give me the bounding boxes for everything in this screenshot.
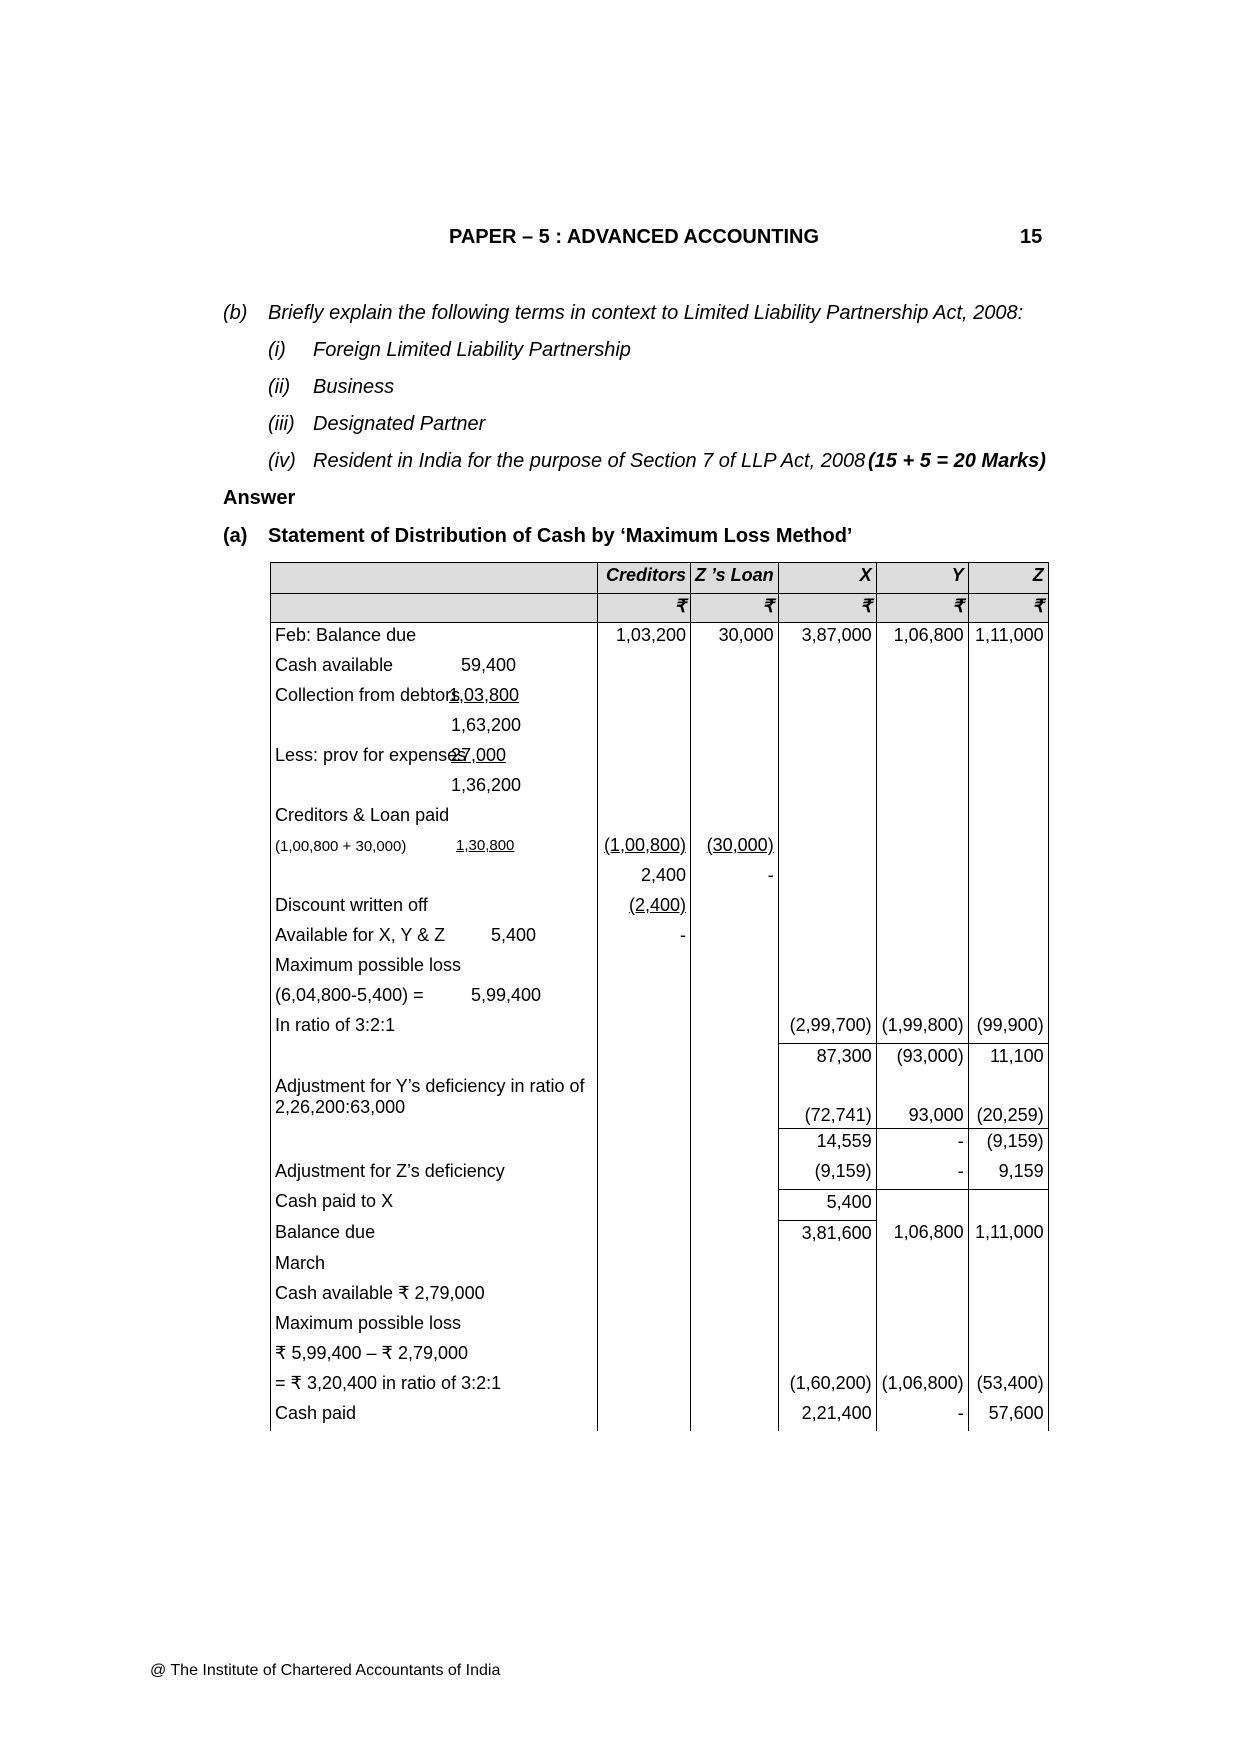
amount-cell: [598, 683, 691, 713]
amount-cell: [876, 1044, 968, 1075]
amount-cell: [598, 1013, 691, 1044]
amount-cell: [968, 863, 1048, 893]
page-number: 15: [1020, 226, 1043, 248]
table-row: [271, 1159, 1049, 1190]
amount-cell: [968, 1044, 1048, 1075]
amount-cell: [968, 803, 1048, 833]
currency-symbol: ₹: [876, 594, 968, 623]
amount-cell: [691, 713, 779, 743]
amount-value: (20,259): [976, 1104, 1044, 1125]
amount-value: (99,900): [976, 1015, 1044, 1035]
header-blank: [271, 563, 598, 594]
amount-cell: [598, 863, 691, 893]
table-row: [271, 1251, 1049, 1281]
amount-value: (2,400): [628, 895, 686, 915]
amount-cell: [598, 1220, 691, 1251]
row-label-cell: [271, 1281, 598, 1311]
table-row: [271, 1044, 1049, 1075]
question-item-text: Designated Partner: [313, 413, 486, 435]
amount-cell: [691, 1311, 779, 1341]
amount-cell: [778, 923, 876, 953]
amount-cell: [778, 623, 876, 654]
question-text: Briefly explain the following terms in context to Limited Liability Partnership Act, 2008:: [268, 302, 1024, 324]
row-label: Feb: Balance due: [275, 625, 417, 645]
amount-cell: [968, 833, 1048, 863]
row-label: ₹ 5,99,400 – ₹ 2,79,000: [275, 1342, 469, 1363]
amount-value: 1,11,000: [974, 625, 1044, 645]
amount-cell: [876, 1128, 968, 1159]
table-row: [271, 1013, 1049, 1044]
amount-cell: [598, 773, 691, 803]
amount-value: -: [957, 1130, 964, 1151]
table-row: [271, 953, 1049, 983]
table-row: [271, 923, 1049, 953]
table-row: [271, 623, 1049, 654]
amount-cell: [778, 983, 876, 1013]
row-label-cell: [271, 623, 598, 654]
amount-cell: [691, 1074, 779, 1128]
amount-cell: [778, 1341, 876, 1371]
table-header-row: [271, 563, 1049, 594]
amount-value: 30,000: [718, 625, 774, 645]
amount-cell: [778, 863, 876, 893]
row-label: Cash paid: [275, 1402, 357, 1423]
amount-cell: [778, 1189, 876, 1220]
currency-symbol: ₹: [968, 594, 1048, 623]
table-row: [271, 683, 1049, 713]
amount-cell: [968, 1281, 1048, 1311]
amount-cell: [691, 1128, 779, 1159]
row-label-cell: [271, 1189, 598, 1220]
row-label-cell: [271, 1074, 598, 1128]
question-item-num: (iii): [268, 413, 295, 435]
row-label-cell: [271, 1341, 598, 1371]
table-row: [271, 1401, 1049, 1431]
table-row: [271, 1220, 1049, 1251]
amount-cell: [968, 1128, 1048, 1159]
amount-value: 3,81,600: [801, 1222, 872, 1243]
amount-cell: [876, 923, 968, 953]
row-label-cell: [271, 923, 598, 953]
amount-value: 87,300: [816, 1046, 872, 1066]
amount-value: 1,03,200: [615, 625, 686, 645]
amount-cell: [876, 893, 968, 923]
row-label: Maximum possible loss: [275, 1312, 462, 1333]
amount-cell: [691, 923, 779, 953]
table-row: [271, 743, 1049, 773]
amount-cell: [778, 833, 876, 863]
row-label: Collection from debtors: [275, 685, 461, 705]
amount-value: (9,159): [986, 1130, 1044, 1151]
amount-cell: [691, 1281, 779, 1311]
table-row: [271, 1189, 1049, 1220]
amount-cell: [968, 653, 1048, 683]
row-label-cell: [271, 1013, 598, 1044]
question-item-num: (ii): [268, 376, 291, 398]
row-label-cell: [271, 1371, 598, 1401]
row-label: Cash available: [275, 655, 394, 675]
amount-cell: [598, 1044, 691, 1075]
amount-cell: [691, 1341, 779, 1371]
amount-cell: [778, 743, 876, 773]
amount-value: 93,000: [908, 1104, 964, 1125]
row-label: In ratio of 3:2:1: [275, 1015, 396, 1035]
amount-value: (53,400): [976, 1372, 1044, 1393]
amount-cell: [598, 623, 691, 654]
amount-value: (1,00,800): [603, 835, 686, 855]
amount-cell: [876, 1251, 968, 1281]
amount-cell: [598, 743, 691, 773]
row-label: Discount written off: [275, 895, 428, 915]
amount-value: (1,06,800): [881, 1372, 964, 1393]
amount-cell: [778, 803, 876, 833]
row-label-cell: [271, 953, 598, 983]
amount-cell: [598, 1341, 691, 1371]
question-label: (b): [223, 302, 248, 324]
row-label-cell: [271, 653, 598, 683]
amount-cell: [598, 1074, 691, 1128]
currency-row: [271, 594, 1049, 623]
row-label-cell: [271, 1251, 598, 1281]
row-label: (6,04,800-5,400) =: [275, 985, 424, 1005]
amount-cell: [876, 773, 968, 803]
row-label: Cash paid to X: [275, 1191, 394, 1211]
amount-cell: [778, 773, 876, 803]
amount-value: 2,21,400: [801, 1402, 872, 1423]
table-row: [271, 1371, 1049, 1401]
row-label: Adjustment for Y’s deficiency in ratio of: [275, 1076, 585, 1096]
row-label-cell: [271, 1311, 598, 1341]
amount-cell: [876, 683, 968, 713]
amount-cell: [876, 1189, 968, 1220]
row-label-cell: [271, 983, 598, 1013]
table-row: [271, 863, 1049, 893]
amount-cell: [778, 1074, 876, 1128]
amount-value: 2,400: [640, 865, 686, 885]
amount-cell: [968, 983, 1048, 1013]
row-label: Adjustment for Z’s deficiency: [275, 1160, 505, 1181]
answer-heading: Answer: [223, 487, 296, 509]
currency-symbol: ₹: [598, 594, 691, 623]
amount-cell: [598, 953, 691, 983]
header-z: Z: [968, 563, 1048, 594]
amount-cell: [876, 1341, 968, 1371]
row-label-cell: [271, 683, 598, 713]
amount-cell: [691, 1159, 779, 1190]
amount-cell: [598, 923, 691, 953]
amount-value: (72,741): [804, 1104, 872, 1125]
row-label-cell: [271, 1044, 598, 1075]
amount-value: 14,559: [816, 1130, 872, 1151]
amount-cell: [876, 1159, 968, 1190]
amount-cell: [598, 1311, 691, 1341]
amount-value: 3,87,000: [801, 625, 872, 645]
amount-cell: [691, 773, 779, 803]
header-creditors: Creditors: [598, 563, 691, 594]
amount-cell: [598, 1159, 691, 1190]
amount-value: (1,60,200): [789, 1372, 872, 1393]
row-amount: 1,36,200: [451, 775, 522, 795]
amount-cell: [968, 1401, 1048, 1431]
amount-cell: [691, 833, 779, 863]
amount-cell: [968, 773, 1048, 803]
row-label: Maximum possible loss: [275, 955, 462, 975]
marks: (15 + 5 = 20 Marks): [868, 450, 1046, 472]
amount-cell: [778, 1013, 876, 1044]
amount-cell: [598, 1128, 691, 1159]
amount-cell: [691, 953, 779, 983]
amount-cell: [778, 1044, 876, 1075]
amount-cell: [876, 1401, 968, 1431]
amount-cell: [691, 623, 779, 654]
amount-cell: [968, 1159, 1048, 1190]
amount-cell: [778, 1371, 876, 1401]
amount-cell: [876, 803, 968, 833]
header-x: X: [778, 563, 876, 594]
amount-value: 9,159: [998, 1160, 1044, 1181]
amount-cell: [691, 803, 779, 833]
amount-cell: [778, 1159, 876, 1190]
amount-value: (93,000): [896, 1046, 964, 1066]
table-row: [271, 833, 1049, 863]
amount-cell: [968, 893, 1048, 923]
row-amount: 5,99,400: [471, 985, 542, 1005]
amount-value: 5,400: [826, 1191, 872, 1212]
amount-value: (30,000): [706, 835, 774, 855]
question-item-num: (i): [268, 339, 286, 361]
amount-value: 57,600: [988, 1402, 1044, 1423]
row-amount: 59,400: [461, 655, 517, 675]
amount-cell: [598, 803, 691, 833]
amount-value: -: [957, 1402, 964, 1423]
amount-cell: [876, 1220, 968, 1251]
amount-cell: [778, 893, 876, 923]
table-row: [271, 653, 1049, 683]
amount-cell: [598, 893, 691, 923]
table-row: [271, 1128, 1049, 1159]
amount-cell: [778, 1128, 876, 1159]
amount-value: 11,100: [989, 1046, 1044, 1066]
amount-cell: [968, 1013, 1048, 1044]
question-item-text: Foreign Limited Liability Partnership: [313, 339, 631, 361]
row-label-cell: [271, 893, 598, 923]
page-title: PAPER – 5 : ADVANCED ACCOUNTING: [449, 226, 820, 248]
table-row: [271, 1311, 1049, 1341]
amount-value: 1,06,800: [893, 1222, 964, 1242]
row-label: Cash available ₹ 2,79,000: [275, 1282, 485, 1303]
row-label-cell: [271, 1159, 598, 1190]
amount-value: (9,159): [814, 1160, 872, 1181]
amount-cell: [876, 833, 968, 863]
footer-text: @ The Institute of Chartered Accountants of India: [150, 1662, 501, 1679]
amount-cell: [968, 1220, 1048, 1251]
table-row: [271, 893, 1049, 923]
amount-value: -: [957, 1160, 964, 1181]
amount-cell: [778, 953, 876, 983]
row-label-cell: [271, 1401, 598, 1431]
row-label: March: [275, 1252, 326, 1273]
row-label-cell: [271, 803, 598, 833]
table-row: [271, 773, 1049, 803]
amount-cell: [876, 1281, 968, 1311]
amount-cell: [876, 743, 968, 773]
statement-title: Statement of Distribution of Cash by ‘Maximum Loss Method’: [268, 525, 853, 547]
amount-cell: [876, 623, 968, 654]
amount-cell: [598, 833, 691, 863]
amount-cell: [691, 1251, 779, 1281]
row-label-cell: [271, 863, 598, 893]
amount-cell: [876, 1074, 968, 1128]
currency-symbol: ₹: [691, 594, 779, 623]
amount-cell: [968, 623, 1048, 654]
amount-cell: [598, 653, 691, 683]
amount-cell: [598, 713, 691, 743]
amount-cell: [968, 953, 1048, 983]
currency-blank: [271, 594, 598, 623]
amount-value: -: [767, 865, 774, 885]
row-label-cell: [271, 1220, 598, 1251]
row-label: Balance due: [275, 1222, 376, 1242]
amount-cell: [691, 863, 779, 893]
table-row: [271, 1074, 1049, 1128]
amount-cell: [968, 1251, 1048, 1281]
header-y: Y: [876, 563, 968, 594]
row-amount: 1,03,800: [449, 685, 520, 705]
amount-cell: [598, 1281, 691, 1311]
amount-cell: [691, 1220, 779, 1251]
row-label-cell: [271, 773, 598, 803]
row-label: Available for X, Y & Z: [275, 925, 446, 945]
row-label-cell: [271, 1128, 598, 1159]
amount-cell: [968, 1341, 1048, 1371]
amount-cell: [778, 1401, 876, 1431]
question-item-num: (iv): [268, 450, 296, 472]
row-amount: 27,000: [451, 745, 507, 765]
amount-cell: [691, 683, 779, 713]
amount-cell: [691, 1044, 779, 1075]
amount-value: 1,11,000: [974, 1222, 1044, 1242]
row-label-continued: 2,26,200:63,000: [275, 1097, 406, 1117]
amount-cell: [968, 1189, 1048, 1220]
amount-cell: [876, 983, 968, 1013]
amount-cell: [968, 1074, 1048, 1128]
amount-cell: [968, 1311, 1048, 1341]
amount-cell: [876, 1311, 968, 1341]
row-label: = ₹ 3,20,400 in ratio of 3:2:1: [275, 1372, 502, 1393]
amount-cell: [968, 743, 1048, 773]
amount-cell: [691, 743, 779, 773]
amount-cell: [691, 1013, 779, 1044]
amount-cell: [778, 1281, 876, 1311]
amount-cell: [968, 683, 1048, 713]
row-label: Less: prov for expenses: [275, 745, 467, 765]
amount-value: 1,06,800: [893, 625, 964, 645]
amount-cell: [968, 923, 1048, 953]
row-label-cell: [271, 713, 598, 743]
amount-cell: [778, 713, 876, 743]
amount-cell: [598, 1189, 691, 1220]
row-label: (1,00,800 + 30,000): [275, 838, 407, 855]
question-item-text: Resident in India for the purpose of Section 7 of LLP Act, 2008: [313, 450, 866, 472]
amount-cell: [876, 1371, 968, 1401]
amount-cell: [778, 1251, 876, 1281]
amount-cell: [778, 1311, 876, 1341]
table-row: [271, 803, 1049, 833]
row-amount: 1,63,200: [451, 715, 522, 735]
amount-cell: [691, 1371, 779, 1401]
amount-cell: [691, 893, 779, 923]
table-row: [271, 983, 1049, 1013]
amount-cell: [691, 983, 779, 1013]
amount-cell: [968, 713, 1048, 743]
amount-cell: [691, 653, 779, 683]
amount-cell: [598, 983, 691, 1013]
row-amount: 1,30,800: [456, 837, 515, 854]
amount-cell: [876, 863, 968, 893]
amount-value: -: [680, 925, 686, 945]
table-row: [271, 713, 1049, 743]
amount-value: (2,99,700): [789, 1015, 872, 1035]
row-label-cell: [271, 743, 598, 773]
amount-cell: [778, 1220, 876, 1251]
answer-part-label: (a): [223, 525, 248, 547]
amount-cell: [598, 1251, 691, 1281]
amount-cell: [968, 1371, 1048, 1401]
amount-value: (1,99,800): [881, 1015, 964, 1035]
amount-cell: [598, 1401, 691, 1431]
row-label: Creditors & Loan paid: [275, 805, 450, 825]
amount-cell: [876, 653, 968, 683]
table-row: [271, 1281, 1049, 1311]
amount-cell: [876, 1013, 968, 1044]
amount-cell: [691, 1189, 779, 1220]
row-amount: 5,400: [491, 925, 537, 945]
amount-cell: [876, 953, 968, 983]
currency-symbol: ₹: [778, 594, 876, 623]
question-item-text: Business: [313, 376, 395, 398]
amount-cell: [778, 653, 876, 683]
distribution-table: [270, 562, 1049, 1431]
header-z-loan: Z ’s Loan: [691, 563, 779, 594]
amount-cell: [598, 1371, 691, 1401]
row-label-cell: [271, 833, 598, 863]
table-row: [271, 1341, 1049, 1371]
amount-cell: [876, 713, 968, 743]
amount-cell: [691, 1401, 779, 1431]
amount-cell: [778, 683, 876, 713]
